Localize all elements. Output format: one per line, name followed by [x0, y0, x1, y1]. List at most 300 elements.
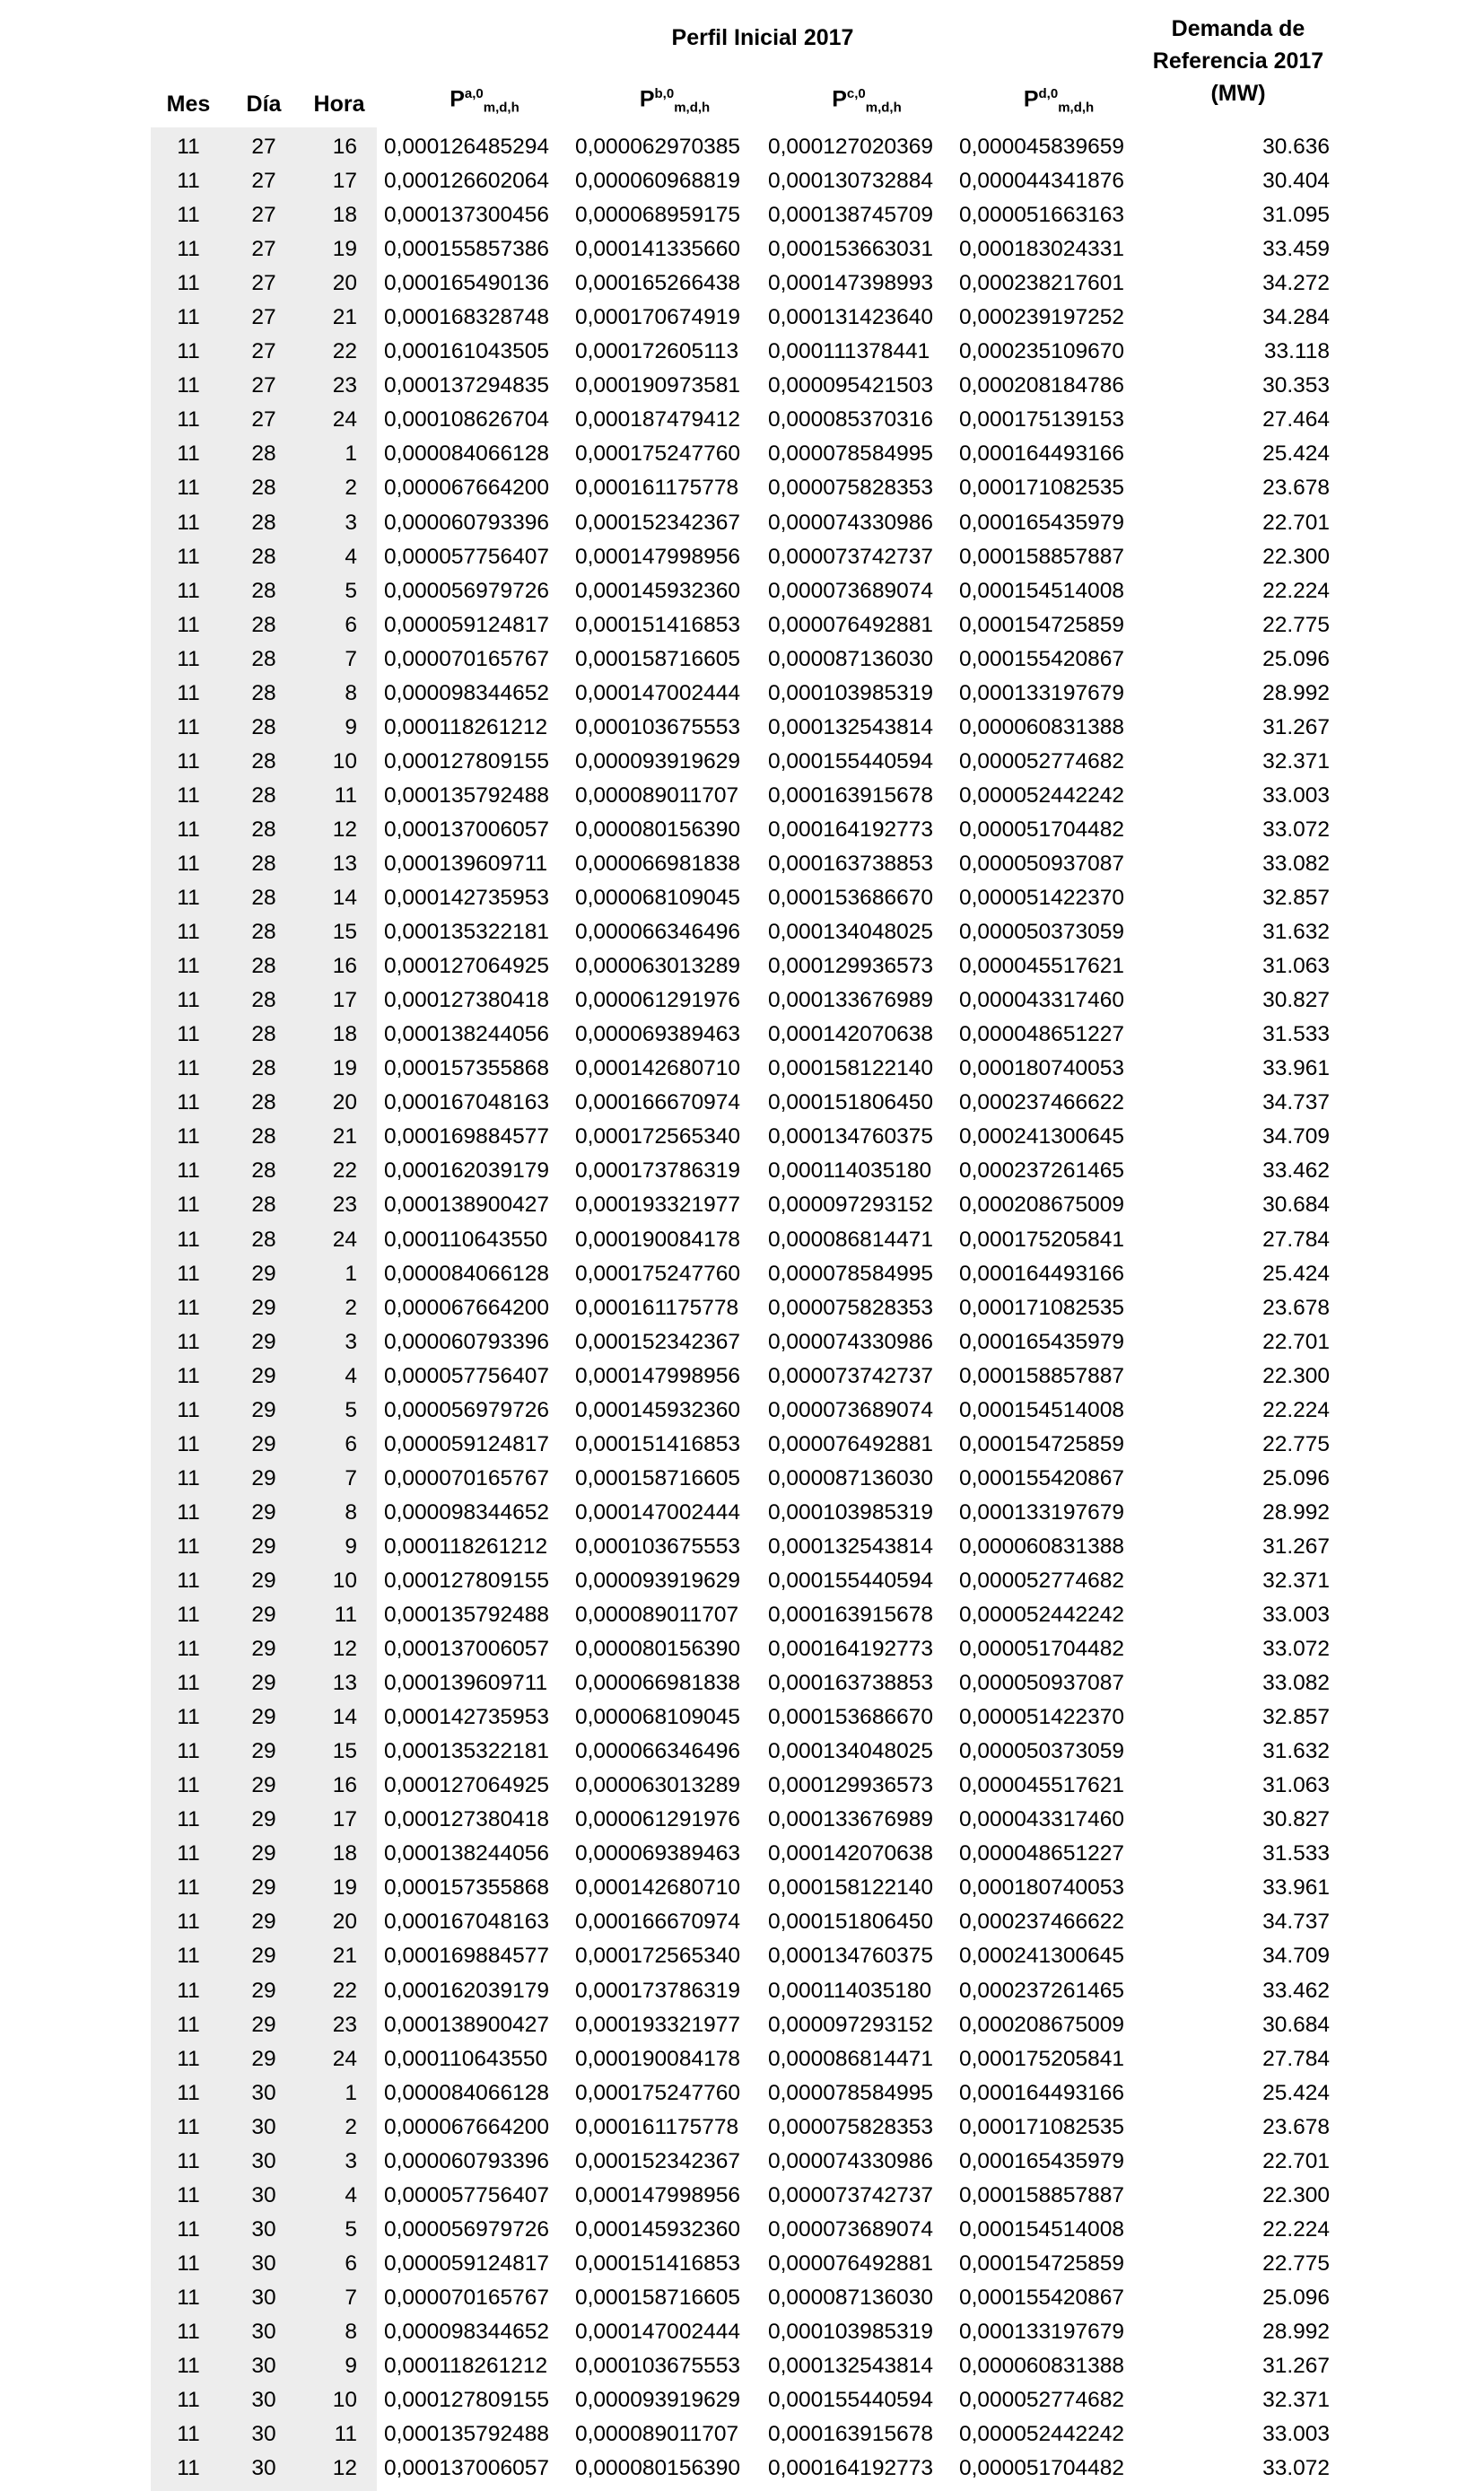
cell-dem: 31.095 [1262, 203, 1330, 228]
cell-dem: 22.775 [1262, 612, 1330, 637]
cell-hora: 19 [332, 237, 357, 262]
cell-pd: 0,000050373059 [959, 920, 1124, 945]
cell-pd: 0,000175205841 [959, 2046, 1124, 2071]
cell-dem: 22.224 [1262, 2216, 1330, 2242]
cell-pb: 0,000190084178 [575, 1227, 740, 1252]
cell-pc: 0,000075828353 [768, 1295, 933, 1320]
table-row [0, 2349, 1484, 2383]
table-row [0, 267, 1484, 301]
cell-hora: 11 [334, 1603, 357, 1628]
cell-pa: 0,000142735953 [384, 886, 549, 911]
cell-hora: 12 [332, 1637, 357, 1662]
table-row [0, 1359, 1484, 1394]
cell-hora: 15 [332, 920, 357, 945]
cell-dem: 32.857 [1262, 886, 1330, 911]
cell-dem: 28.992 [1262, 1499, 1330, 1525]
cell-dem: 30.404 [1262, 169, 1330, 194]
cell-mes: 11 [177, 1568, 200, 1593]
pc-base: P [832, 86, 847, 112]
cell-pc: 0,000097293152 [768, 2012, 933, 2037]
cell-mes: 11 [177, 2216, 200, 2242]
cell-pc: 0,000133676989 [768, 1807, 933, 1832]
cell-dia: 27 [251, 339, 276, 364]
cell-mes: 11 [177, 1056, 200, 1081]
cell-pd: 0,000154514008 [959, 1397, 1124, 1422]
table-row [0, 2145, 1484, 2179]
cell-pa: 0,000139609711 [384, 851, 548, 876]
cell-pb: 0,000172565340 [575, 1124, 740, 1149]
cell-pb: 0,000175247760 [575, 441, 740, 467]
cell-dem: 31.267 [1262, 714, 1330, 739]
cell-dem: 34.737 [1262, 1910, 1330, 1935]
demand-header-line1: Demanda de [1171, 16, 1305, 41]
table-row [0, 130, 1484, 164]
table-row [0, 1154, 1484, 1188]
cell-dem: 33.072 [1262, 2456, 1330, 2481]
cell-pc: 0,000111378441 [768, 339, 930, 364]
cell-dia: 28 [251, 886, 276, 911]
cell-pb: 0,000103675553 [575, 2354, 740, 2379]
cell-pa: 0,000157355868 [384, 1056, 549, 1081]
cell-dia: 29 [251, 1397, 276, 1422]
cell-pb: 0,000158716605 [575, 646, 740, 671]
cell-pb: 0,000093919629 [575, 2388, 740, 2413]
cell-mes: 11 [177, 1875, 200, 1901]
cell-pa: 0,000060793396 [384, 1329, 549, 1354]
cell-pb: 0,000147002444 [575, 1499, 740, 1525]
cell-mes: 11 [177, 1158, 200, 1184]
cell-pa: 0,000126602064 [384, 169, 549, 194]
cell-dem: 30.684 [1262, 2012, 1330, 2037]
table-row [0, 301, 1484, 335]
cell-hora: 11 [334, 2422, 357, 2447]
cell-pb: 0,000193321977 [575, 2012, 740, 2037]
table-row [0, 437, 1484, 471]
cell-hora: 3 [345, 510, 357, 535]
cell-dia: 29 [251, 1465, 276, 1490]
cell-pd: 0,000235109670 [959, 339, 1124, 364]
cell-dia: 29 [251, 1910, 276, 1935]
cell-hora: 2 [345, 1295, 357, 1320]
cell-pa: 0,000067664200 [384, 1295, 549, 1320]
cell-pd: 0,000050937087 [959, 851, 1124, 876]
cell-mes: 11 [177, 1090, 200, 1115]
cell-pa: 0,000059124817 [384, 1431, 549, 1456]
cell-pb: 0,000158716605 [575, 1465, 740, 1490]
cell-dem: 30.827 [1262, 1807, 1330, 1832]
cell-pa: 0,000138900427 [384, 2012, 549, 2037]
cell-pa: 0,000127064925 [384, 954, 549, 979]
cell-pd: 0,000208184786 [959, 373, 1124, 398]
cell-dem: 33.072 [1262, 1637, 1330, 1662]
cell-pb: 0,000063013289 [575, 954, 740, 979]
cell-dem: 34.737 [1262, 1090, 1330, 1115]
cell-mes: 11 [177, 135, 200, 159]
cell-mes: 11 [177, 203, 200, 228]
cell-mes: 11 [177, 1329, 200, 1354]
cell-pa: 0,000167048163 [384, 1090, 549, 1115]
cell-pa: 0,000098344652 [384, 1499, 549, 1525]
cell-mes: 11 [177, 1363, 200, 1388]
cell-pa: 0,000059124817 [384, 2251, 549, 2276]
cell-dia: 28 [251, 578, 276, 603]
cell-dia: 30 [251, 2388, 276, 2413]
cell-pd: 0,000180740053 [959, 1875, 1124, 1901]
cell-hora: 10 [332, 2388, 357, 2413]
cell-hora: 22 [332, 1978, 357, 2003]
cell-pa: 0,000056979726 [384, 1397, 549, 1422]
cell-pa: 0,000108626704 [384, 407, 549, 433]
cell-hora: 12 [332, 817, 357, 842]
cell-mes: 11 [177, 1227, 200, 1252]
cell-dem: 34.709 [1262, 1124, 1330, 1149]
cell-pc: 0,000163915678 [768, 1603, 933, 1628]
table-row [0, 1530, 1484, 1564]
cell-hora: 24 [332, 2046, 357, 2071]
cell-dia: 29 [251, 1568, 276, 1593]
cell-pb: 0,000061291976 [575, 1807, 740, 1832]
table-row [0, 1428, 1484, 1462]
cell-pa: 0,000137006057 [384, 2456, 549, 2481]
cell-hora: 18 [332, 1022, 357, 1047]
cell-dem: 25.424 [1262, 2080, 1330, 2105]
cell-mes: 11 [177, 988, 200, 1013]
cell-mes: 11 [177, 237, 200, 262]
cell-hora: 17 [332, 1807, 357, 1832]
cell-pd: 0,000239197252 [959, 305, 1124, 330]
col-header-hora: Hora [313, 92, 365, 117]
cell-dem: 22.701 [1262, 1329, 1330, 1354]
cell-pd: 0,000208675009 [959, 1193, 1124, 1218]
cell-pd: 0,000051663163 [959, 203, 1124, 228]
cell-pc: 0,000075828353 [768, 476, 933, 501]
cell-dem: 30.827 [1262, 988, 1330, 1013]
table-row [0, 403, 1484, 437]
cell-dem: 22.701 [1262, 2148, 1330, 2173]
cell-dem: 22.775 [1262, 2251, 1330, 2276]
pa-subscript: m,d,h [483, 100, 519, 116]
cell-mes: 11 [177, 544, 200, 569]
cell-dem: 28.992 [1262, 2320, 1330, 2344]
cell-mes: 11 [177, 1465, 200, 1490]
cell-dem: 31.267 [1262, 1534, 1330, 1559]
cell-mes: 11 [177, 1397, 200, 1422]
table-row [0, 1325, 1484, 1359]
cell-dem: 34.709 [1262, 1944, 1330, 1969]
cell-dia: 30 [251, 2320, 276, 2344]
cell-mes: 11 [177, 646, 200, 671]
table-row [0, 369, 1484, 403]
table-row [0, 1291, 1484, 1325]
cell-pa: 0,000162039179 [384, 1978, 549, 2003]
cell-dem: 33.118 [1263, 339, 1330, 364]
cell-pc: 0,000158122140 [768, 1056, 933, 1081]
table-row [0, 198, 1484, 232]
cell-hora: 16 [332, 954, 357, 979]
cell-mes: 11 [177, 886, 200, 911]
demand-header [1122, 13, 1355, 109]
table-row [0, 1598, 1484, 1632]
cell-pa: 0,000118261212 [384, 1534, 548, 1559]
cell-hora: 11 [334, 782, 357, 808]
cell-pd: 0,000048651227 [959, 1841, 1124, 1866]
cell-hora: 23 [332, 1193, 357, 1218]
cell-mes: 11 [177, 407, 200, 433]
cell-hora: 15 [332, 1739, 357, 1764]
table-row [0, 1257, 1484, 1291]
data-table-body [0, 130, 1484, 2486]
cell-dem: 23.678 [1262, 1295, 1330, 1320]
cell-mes: 11 [177, 1705, 200, 1730]
pd-subscript: m,d,h [1058, 100, 1095, 116]
cell-mes: 11 [177, 1773, 200, 1798]
cell-pc: 0,000155440594 [768, 1568, 933, 1593]
cell-hora: 20 [332, 1090, 357, 1115]
cell-dia: 28 [251, 817, 276, 842]
cell-pc: 0,000142070638 [768, 1022, 933, 1047]
cell-dem: 33.459 [1262, 237, 1330, 262]
table-row [0, 2417, 1484, 2452]
cell-mes: 11 [177, 1193, 200, 1218]
cell-pd: 0,000051422370 [959, 886, 1124, 911]
cell-pc: 0,000129936573 [768, 1773, 933, 1798]
table-row [0, 1632, 1484, 1666]
cell-pa: 0,000057756407 [384, 2182, 549, 2207]
cell-pd: 0,000051704482 [959, 817, 1124, 842]
table-row [0, 2042, 1484, 2076]
cell-pb: 0,000166670974 [575, 1910, 740, 1935]
cell-pc: 0,000147398993 [768, 271, 933, 296]
cell-pc: 0,000103985319 [768, 680, 933, 705]
table-row [0, 915, 1484, 949]
cell-pa: 0,000127809155 [384, 1568, 549, 1593]
cell-pb: 0,000166670974 [575, 1090, 740, 1115]
table-row [0, 1462, 1484, 1496]
cell-mes: 11 [177, 1739, 200, 1764]
cell-mes: 11 [177, 1978, 200, 2003]
cell-mes: 11 [177, 1671, 200, 1696]
cell-pa: 0,000070165767 [384, 646, 549, 671]
cell-pa: 0,000118261212 [384, 2354, 548, 2379]
cell-hora: 3 [345, 2148, 357, 2173]
cell-pa: 0,000137006057 [384, 1637, 549, 1662]
cell-pb: 0,000190973581 [575, 373, 740, 398]
cell-mes: 11 [177, 476, 200, 501]
cell-dem: 22.701 [1262, 510, 1330, 535]
cell-dia: 28 [251, 680, 276, 705]
cell-mes: 11 [177, 305, 200, 330]
cell-pd: 0,000052774682 [959, 2388, 1124, 2413]
cell-dia: 28 [251, 782, 276, 808]
cell-pc: 0,000153686670 [768, 1705, 933, 1730]
pa-base: P [450, 86, 465, 112]
cell-pb: 0,000172565340 [575, 1944, 740, 1969]
cell-pc: 0,000133676989 [768, 988, 933, 1013]
cell-pd: 0,000133197679 [959, 1499, 1124, 1525]
cell-pa: 0,000137006057 [384, 817, 549, 842]
table-row [0, 1735, 1484, 1769]
cell-hora: 1 [345, 2080, 357, 2105]
cell-pd: 0,000045517621 [959, 1773, 1124, 1798]
cell-pc: 0,000163915678 [768, 2422, 933, 2447]
table-title: Perfil Inicial 2017 [671, 25, 854, 50]
cell-pa: 0,000169884577 [384, 1124, 549, 1149]
cell-pb: 0,000161175778 [575, 2114, 739, 2139]
table-row [0, 1837, 1484, 1871]
cell-dia: 28 [251, 646, 276, 671]
cell-hora: 9 [345, 2354, 357, 2379]
cell-hora: 21 [332, 1944, 357, 1969]
cell-dem: 31.063 [1262, 1773, 1330, 1798]
cell-mes: 11 [177, 748, 200, 774]
table-row [0, 1666, 1484, 1700]
cell-pc: 0,000132543814 [768, 1534, 933, 1559]
cell-hora: 24 [332, 407, 357, 433]
cell-pc: 0,000134760375 [768, 1944, 933, 1969]
cell-pd: 0,000155420867 [959, 2285, 1124, 2310]
cell-mes: 11 [177, 920, 200, 945]
table-row [0, 642, 1484, 677]
cell-pa: 0,000084066128 [384, 1261, 549, 1286]
cell-pb: 0,000089011707 [575, 2422, 739, 2447]
cell-dem: 22.300 [1262, 1363, 1330, 1388]
cell-hora: 18 [332, 203, 357, 228]
demand-header-line3: (MW) [1210, 81, 1266, 106]
cell-pd: 0,000044341876 [959, 169, 1124, 194]
cell-pc: 0,000095421503 [768, 373, 933, 398]
cell-pb: 0,000152342367 [575, 510, 740, 535]
cell-dia: 30 [251, 2422, 276, 2447]
table-row [0, 745, 1484, 779]
cell-mes: 11 [177, 1807, 200, 1832]
cell-pc: 0,000085370316 [768, 407, 933, 433]
cell-dia: 28 [251, 1090, 276, 1115]
table-row [0, 2179, 1484, 2213]
cell-dia: 29 [251, 2012, 276, 2037]
cell-pc: 0,000087136030 [768, 2285, 933, 2310]
cell-pd: 0,000060831388 [959, 2354, 1124, 2379]
cell-dia: 27 [251, 203, 276, 228]
cell-pa: 0,000162039179 [384, 1158, 549, 1184]
cell-pc: 0,000073742737 [768, 1363, 933, 1388]
cell-pc: 0,000103985319 [768, 2320, 933, 2344]
pb-superscript: b,0 [654, 86, 675, 101]
cell-pd: 0,000171082535 [959, 1295, 1124, 1320]
cell-dia: 28 [251, 1158, 276, 1184]
cell-mes: 11 [177, 612, 200, 637]
cell-dia: 30 [251, 2251, 276, 2276]
cell-dem: 33.072 [1262, 817, 1330, 842]
table-row [0, 1496, 1484, 1530]
cell-dem: 22.224 [1262, 578, 1330, 603]
cell-pc: 0,000155440594 [768, 748, 933, 774]
cell-pc: 0,000073689074 [768, 1397, 933, 1422]
table-row [0, 1018, 1484, 1052]
table-row [0, 847, 1484, 881]
cell-pa: 0,000110643550 [384, 1227, 548, 1252]
pd-superscript: d,0 [1038, 86, 1059, 101]
cell-pb: 0,000103675553 [575, 1534, 740, 1559]
cell-pb: 0,000069389463 [575, 1841, 740, 1866]
cell-mes: 11 [177, 817, 200, 842]
table-row [0, 1564, 1484, 1598]
cell-pb: 0,000066981838 [575, 851, 740, 876]
cell-pb: 0,000089011707 [575, 1603, 739, 1628]
cell-hora: 20 [332, 1910, 357, 1935]
cell-pb: 0,000068109045 [575, 886, 740, 911]
cell-hora: 9 [345, 1534, 357, 1559]
cell-pd: 0,000180740053 [959, 1056, 1124, 1081]
cell-pd: 0,000158857887 [959, 2182, 1124, 2207]
cell-pd: 0,000155420867 [959, 1465, 1124, 1490]
col-header-dia: Día [246, 92, 282, 117]
cell-pa: 0,000057756407 [384, 544, 549, 569]
cell-pc: 0,000076492881 [768, 2251, 933, 2276]
cell-dia: 28 [251, 1193, 276, 1218]
cell-dem: 30.636 [1262, 135, 1330, 159]
cell-dia: 28 [251, 920, 276, 945]
cell-dia: 28 [251, 1022, 276, 1047]
table-row [0, 608, 1484, 642]
table-row [0, 506, 1484, 540]
cell-dia: 27 [251, 407, 276, 433]
cell-mes: 11 [177, 1841, 200, 1866]
table-row [0, 2247, 1484, 2281]
cell-hora: 21 [332, 1124, 357, 1149]
cell-pb: 0,000172605113 [575, 339, 739, 364]
cell-hora: 6 [345, 2251, 357, 2276]
cell-pd: 0,000175139153 [959, 407, 1124, 433]
cell-dem: 33.082 [1262, 1671, 1330, 1696]
cell-pa: 0,000137300456 [384, 203, 549, 228]
table-row [0, 2076, 1484, 2111]
cell-pc: 0,000087136030 [768, 1465, 933, 1490]
table-row [0, 540, 1484, 574]
cell-hora: 19 [332, 1056, 357, 1081]
cell-hora: 1 [345, 1261, 357, 1286]
cell-pb: 0,000080156390 [575, 2456, 740, 2481]
cell-dem: 31.632 [1262, 1739, 1330, 1764]
cell-pb: 0,000068109045 [575, 1705, 740, 1730]
cell-pb: 0,000161175778 [575, 1295, 739, 1320]
table-row [0, 711, 1484, 745]
cell-pa: 0,000084066128 [384, 441, 549, 467]
cell-dia: 28 [251, 714, 276, 739]
cell-pa: 0,000135792488 [384, 1603, 549, 1628]
cell-hora: 7 [345, 646, 357, 671]
cell-dia: 28 [251, 954, 276, 979]
cell-dem: 33.003 [1262, 782, 1330, 808]
pb-subscript: m,d,h [674, 100, 711, 116]
cell-dia: 27 [251, 305, 276, 330]
table-row [0, 1769, 1484, 1803]
cell-mes: 11 [177, 169, 200, 194]
col-header-pc [777, 86, 956, 115]
cell-pa: 0,000084066128 [384, 2080, 549, 2105]
cell-pa: 0,000165490136 [384, 271, 549, 296]
cell-pb: 0,000151416853 [575, 612, 740, 637]
cell-mes: 11 [177, 1124, 200, 1149]
cell-pc: 0,000151806450 [768, 1090, 933, 1115]
cell-hora: 23 [332, 2012, 357, 2037]
cell-pd: 0,000045839659 [959, 135, 1124, 159]
cell-mes: 11 [177, 441, 200, 467]
cell-mes: 11 [177, 1022, 200, 1047]
cell-dem: 34.284 [1262, 305, 1330, 330]
cell-pd: 0,000154725859 [959, 2251, 1124, 2276]
cell-pa: 0,000098344652 [384, 680, 549, 705]
cell-pd: 0,000154514008 [959, 2216, 1124, 2242]
